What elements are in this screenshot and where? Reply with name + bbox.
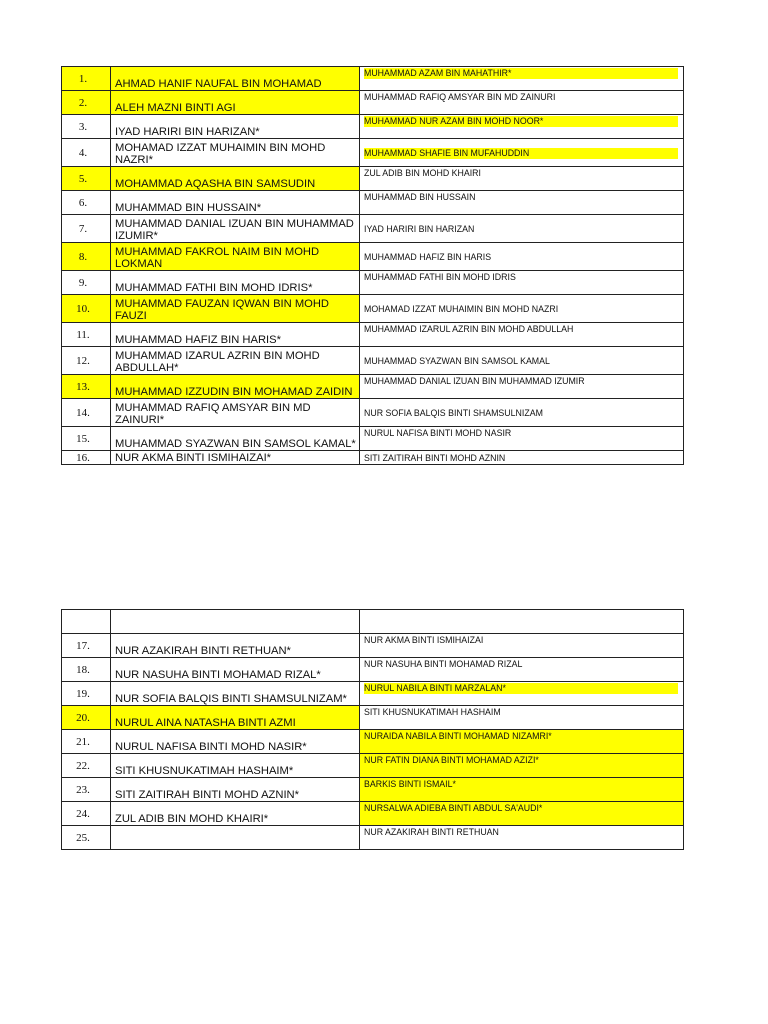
alternate-name: BARKIS BINTI ISMAIL* bbox=[364, 779, 456, 789]
alternate-name-cell bbox=[360, 610, 684, 634]
alternate-name: MOHAMAD IZZAT MUHAIMIN BIN MOHD NAZRI bbox=[364, 303, 559, 314]
row-number: 15. bbox=[62, 427, 111, 451]
table-row bbox=[62, 399, 684, 427]
alternate-name-cell bbox=[360, 634, 684, 658]
student-name: IYAD HARIRI BIN HARIZAN* bbox=[111, 115, 360, 139]
row-number: 10. bbox=[62, 295, 111, 323]
row-number: 19. bbox=[62, 682, 111, 706]
table-row bbox=[62, 754, 684, 778]
table-row bbox=[62, 91, 684, 115]
student-name: MUHAMMAD DANIAL IZUAN BIN MUHAMMAD IZUMIR* bbox=[111, 215, 360, 243]
alternate-name: NUR SOFIA BALQIS BINTI SHAMSULNIZAM bbox=[364, 407, 543, 418]
table-row bbox=[62, 826, 684, 850]
alternate-name-cell bbox=[360, 323, 684, 347]
table-row bbox=[62, 295, 684, 323]
student-name: NUR SOFIA BALQIS BINTI SHAMSULNIZAM* bbox=[111, 682, 360, 706]
table-row bbox=[62, 139, 684, 167]
student-name: NURUL NAFISA BINTI MOHD NASIR* bbox=[111, 730, 360, 754]
student-name: NURUL AINA NATASHA BINTI AZMI bbox=[111, 706, 360, 730]
alternate-name-cell bbox=[360, 375, 684, 399]
alternate-name: MUHAMMAD RAFIQ AMSYAR BIN MD ZAINURI bbox=[364, 92, 556, 102]
alternate-name: MUHAMMAD NUR AZAM BIN MOHD NOOR* bbox=[364, 116, 678, 127]
alternate-name-cell bbox=[360, 215, 684, 243]
alternate-name-cell bbox=[360, 91, 684, 115]
alternate-name-cell bbox=[360, 427, 684, 451]
alternate-name-cell bbox=[360, 167, 684, 191]
table-row bbox=[62, 658, 684, 682]
alternate-name-cell bbox=[360, 243, 684, 271]
row-number: 9. bbox=[62, 271, 111, 295]
alternate-name-cell bbox=[360, 115, 684, 139]
row-number: 16. bbox=[62, 451, 111, 465]
student-name: MUHAMMAD HAFIZ BIN HARIS* bbox=[111, 323, 360, 347]
table-row bbox=[62, 215, 684, 243]
table-row bbox=[62, 115, 684, 139]
row-number: 17. bbox=[62, 634, 111, 658]
row-number: 6. bbox=[62, 191, 111, 215]
row-number: 25. bbox=[62, 826, 111, 850]
alternate-name: NURUL NAFISA BINTI MOHD NASIR bbox=[364, 428, 512, 438]
table-row bbox=[62, 610, 684, 634]
alternate-name: NUR AKMA BINTI ISMIHAIZAI bbox=[364, 635, 484, 645]
table-row bbox=[62, 802, 684, 826]
alternate-name-cell bbox=[360, 451, 684, 465]
row-number: 20. bbox=[62, 706, 111, 730]
table-row bbox=[62, 191, 684, 215]
alternate-name: NURAIDA NABILA BINTI MOHAMAD NIZAMRI* bbox=[364, 731, 552, 741]
alternate-name: MUHAMMAD FATHI BIN MOHD IDRIS bbox=[364, 272, 516, 282]
table-1-body bbox=[62, 67, 684, 465]
student-list-table-1 bbox=[61, 66, 684, 465]
alternate-name: MUHAMMAD IZARUL AZRIN BIN MOHD ABDULLAH bbox=[364, 324, 574, 334]
table-row bbox=[62, 706, 684, 730]
alternate-name-cell bbox=[360, 778, 684, 802]
row-number: 22. bbox=[62, 754, 111, 778]
table-row bbox=[62, 323, 684, 347]
alternate-name-cell bbox=[360, 139, 684, 167]
row-number: 1. bbox=[62, 67, 111, 91]
student-name: MUHAMMAD IZZUDIN BIN MOHAMAD ZAIDIN bbox=[111, 375, 360, 399]
alternate-name-cell bbox=[360, 826, 684, 850]
student-name: MUHAMMAD RAFIQ AMSYAR BIN MD ZAINURI* bbox=[111, 399, 360, 427]
alternate-name-cell bbox=[360, 295, 684, 323]
alternate-name-cell bbox=[360, 682, 684, 706]
alternate-name-cell bbox=[360, 399, 684, 427]
alternate-name: NURUL NABILA BINTI MARZALAN* bbox=[364, 683, 678, 694]
student-name: NUR NASUHA BINTI MOHAMAD RIZAL* bbox=[111, 658, 360, 682]
student-name: NUR AKMA BINTI ISMIHAIZAI* bbox=[111, 451, 360, 465]
student-name: MUHAMMAD SYAZWAN BIN SAMSOL KAMAL* bbox=[111, 427, 360, 451]
alternate-name: NURSALWA ADIEBA BINTI ABDUL SA'AUDI* bbox=[364, 803, 543, 813]
student-name: MUHAMMAD FATHI BIN MOHD IDRIS* bbox=[111, 271, 360, 295]
row-number: 18. bbox=[62, 658, 111, 682]
table-row bbox=[62, 682, 684, 706]
table-row bbox=[62, 634, 684, 658]
student-name: MOHAMMAD AQASHA BIN SAMSUDIN bbox=[111, 167, 360, 191]
alternate-name: IYAD HARIRI BIN HARIZAN bbox=[364, 223, 475, 234]
table-row bbox=[62, 67, 684, 91]
row-number: 12. bbox=[62, 347, 111, 375]
row-number: 2. bbox=[62, 91, 111, 115]
table-row bbox=[62, 730, 684, 754]
student-name bbox=[111, 610, 360, 634]
row-number: 13. bbox=[62, 375, 111, 399]
student-name: MOHAMAD IZZAT MUHAIMIN BIN MOHD NAZRI* bbox=[111, 139, 360, 167]
table-row bbox=[62, 347, 684, 375]
row-number bbox=[62, 610, 111, 634]
alternate-name: NUR NASUHA BINTI MOHAMAD RIZAL bbox=[364, 659, 523, 669]
alternate-name: MUHAMMAD DANIAL IZUAN BIN MUHAMMAD IZUMIR bbox=[364, 376, 585, 386]
alternate-name-cell bbox=[360, 658, 684, 682]
alternate-name-cell bbox=[360, 67, 684, 91]
student-name: MUHAMMAD BIN HUSSAIN* bbox=[111, 191, 360, 215]
alternate-name: MUHAMMAD HAFIZ BIN HARIS bbox=[364, 251, 492, 262]
alternate-name-cell bbox=[360, 347, 684, 375]
alternate-name: MUHAMMAD SHAFIE BIN MUFAHUDDIN bbox=[364, 148, 678, 159]
table-row bbox=[62, 427, 684, 451]
table-row bbox=[62, 243, 684, 271]
student-name: SITI ZAITIRAH BINTI MOHD AZNIN* bbox=[111, 778, 360, 802]
table-row bbox=[62, 375, 684, 399]
alternate-name: MUHAMMAD SYAZWAN BIN SAMSOL KAMAL bbox=[364, 355, 550, 366]
student-list-table-2 bbox=[61, 609, 684, 850]
alternate-name: NUR FATIN DIANA BINTI MOHAMAD AZIZI* bbox=[364, 755, 539, 765]
table-row bbox=[62, 271, 684, 295]
table-row bbox=[62, 778, 684, 802]
row-number: 14. bbox=[62, 399, 111, 427]
student-name: SITI KHUSNUKATIMAH HASHAIM* bbox=[111, 754, 360, 778]
alternate-name-cell bbox=[360, 730, 684, 754]
alternate-name: SITI ZAITIRAH BINTI MOHD AZNIN bbox=[364, 452, 506, 463]
table-row bbox=[62, 451, 684, 465]
row-number: 5. bbox=[62, 167, 111, 191]
alternate-name: ZUL ADIB BIN MOHD KHAIRI bbox=[364, 168, 481, 178]
alternate-name-cell bbox=[360, 191, 684, 215]
alternate-name: SITI KHUSNUKATIMAH HASHAIM bbox=[364, 707, 501, 717]
student-name: MUHAMMAD IZARUL AZRIN BIN MOHD ABDULLAH* bbox=[111, 347, 360, 375]
student-name: AHMAD HANIF NAUFAL BIN MOHAMAD bbox=[111, 67, 360, 91]
row-number: 8. bbox=[62, 243, 111, 271]
student-name: ALEH MAZNI BINTI AGI bbox=[111, 91, 360, 115]
row-number: 4. bbox=[62, 139, 111, 167]
alternate-name-cell bbox=[360, 754, 684, 778]
student-name: MUHAMMAD FAUZAN IQWAN BIN MOHD FAUZI bbox=[111, 295, 360, 323]
alternate-name: NUR AZAKIRAH BINTI RETHUAN bbox=[364, 827, 499, 837]
row-number: 11. bbox=[62, 323, 111, 347]
row-number: 3. bbox=[62, 115, 111, 139]
row-number: 24. bbox=[62, 802, 111, 826]
alternate-name-cell bbox=[360, 706, 684, 730]
student-name: MUHAMMAD FAKROL NAIM BIN MOHD LOKMAN bbox=[111, 243, 360, 271]
student-name: NUR AZAKIRAH BINTI RETHUAN* bbox=[111, 634, 360, 658]
student-name: ZUL ADIB BIN MOHD KHAIRI* bbox=[111, 802, 360, 826]
table-2-body bbox=[62, 610, 684, 850]
alternate-name-cell bbox=[360, 802, 684, 826]
alternate-name: MUHAMMAD AZAM BIN MAHATHIR* bbox=[364, 68, 678, 79]
row-number: 21. bbox=[62, 730, 111, 754]
table-row bbox=[62, 167, 684, 191]
alternate-name-cell bbox=[360, 271, 684, 295]
row-number: 23. bbox=[62, 778, 111, 802]
student-name bbox=[111, 826, 360, 850]
alternate-name: MUHAMMAD BIN HUSSAIN bbox=[364, 192, 476, 202]
row-number: 7. bbox=[62, 215, 111, 243]
